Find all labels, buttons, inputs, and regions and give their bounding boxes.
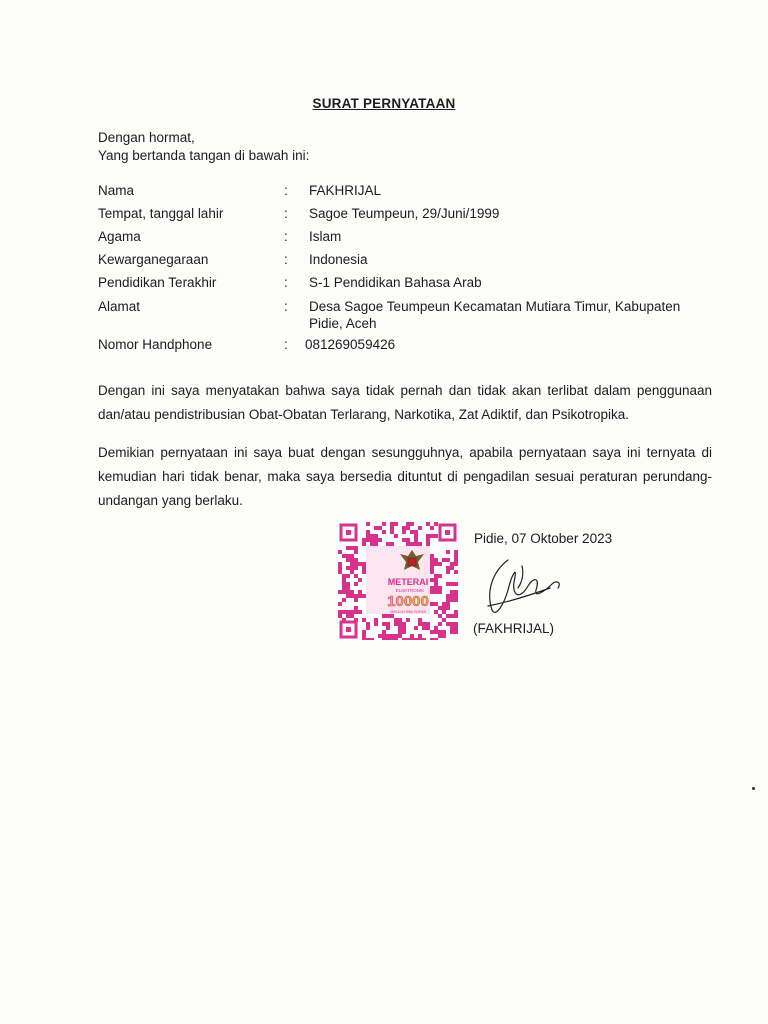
stamp-sublabel: ELEKTRONIK xyxy=(395,588,425,593)
qr-module xyxy=(426,534,430,538)
qr-module xyxy=(438,634,442,638)
qr-module xyxy=(370,534,374,538)
qr-module xyxy=(382,622,386,626)
qr-module xyxy=(342,582,346,586)
qr-module xyxy=(446,598,450,602)
qr-module xyxy=(426,622,430,626)
qr-module xyxy=(354,562,358,566)
qr-module xyxy=(374,618,378,622)
qr-module xyxy=(418,634,422,638)
qr-module xyxy=(410,634,414,638)
qr-module xyxy=(374,542,378,546)
qr-module xyxy=(422,638,426,640)
field-value: Sagoe Teumpeun, 29/Juni/1999 xyxy=(309,206,500,221)
qr-module xyxy=(434,626,438,630)
qr-module xyxy=(398,622,402,626)
qr-module xyxy=(434,562,438,566)
qr-module xyxy=(434,586,438,590)
qr-module xyxy=(374,622,378,626)
qr-module xyxy=(446,582,450,586)
qr-module xyxy=(430,586,434,590)
qr-module xyxy=(438,614,442,618)
qr-module xyxy=(346,554,350,558)
qr-module xyxy=(406,526,410,530)
field-value: Islam xyxy=(309,229,342,244)
qr-module xyxy=(354,546,358,550)
qr-module xyxy=(442,606,446,610)
qr-module xyxy=(402,526,406,530)
qr-module xyxy=(358,578,362,582)
qr-module xyxy=(370,538,374,542)
field-label: Alamat xyxy=(98,299,141,314)
qr-module xyxy=(350,594,354,598)
qr-module xyxy=(382,530,386,534)
qr-module xyxy=(414,530,418,534)
qr-module xyxy=(446,594,450,598)
qr-module xyxy=(366,530,370,534)
qr-module xyxy=(434,610,438,614)
qr-module xyxy=(362,562,366,566)
qr-module xyxy=(434,602,438,606)
qr-module xyxy=(342,578,346,582)
qr-module xyxy=(386,634,390,638)
qr-module xyxy=(446,606,450,610)
qr-module xyxy=(418,618,422,622)
qr-module xyxy=(386,614,390,618)
qr-module xyxy=(390,542,394,546)
qr-module xyxy=(430,578,434,582)
qr-module xyxy=(442,602,446,606)
qr-module xyxy=(366,638,370,640)
qr-module xyxy=(454,594,458,598)
qr-module xyxy=(402,638,406,640)
field-label: Agama xyxy=(98,229,141,244)
field-separator: : xyxy=(284,252,288,267)
qr-module xyxy=(434,590,438,594)
qr-module xyxy=(414,542,418,546)
qr-module xyxy=(438,586,442,590)
qr-module xyxy=(434,574,438,578)
qr-module xyxy=(378,538,382,542)
qr-module xyxy=(394,634,398,638)
field-label: Nomor Handphone xyxy=(98,337,213,352)
qr-module xyxy=(418,622,422,626)
qr-module xyxy=(414,638,418,640)
qr-module xyxy=(366,626,370,630)
qr-module xyxy=(438,622,442,626)
field-value: S-1 Pendidikan Bahasa Arab xyxy=(309,275,482,290)
field-separator: : xyxy=(284,183,288,198)
qr-module xyxy=(382,630,386,634)
qr-module xyxy=(454,562,458,566)
qr-module xyxy=(446,602,450,606)
document-title: SURAT PERNYATAAN xyxy=(312,96,456,111)
qr-module xyxy=(362,618,366,622)
qr-module xyxy=(454,622,458,626)
qr-module xyxy=(446,614,450,618)
qr-module xyxy=(454,590,458,594)
qr-module xyxy=(402,630,406,634)
qr-module xyxy=(354,598,358,602)
qr-module xyxy=(382,634,386,638)
qr-module xyxy=(454,582,458,586)
qr-module xyxy=(438,606,442,610)
qr-module xyxy=(426,522,430,526)
qr-module xyxy=(430,566,434,570)
qr-module xyxy=(350,590,354,594)
qr-module xyxy=(406,522,410,526)
field-label: Nama xyxy=(98,183,135,198)
qr-module xyxy=(338,610,342,614)
qr-module xyxy=(346,582,350,586)
field-value: Desa Sagoe Teumpeun Kecamatan Mutiara Timur, Kabupaten Pidie, Aceh xyxy=(309,299,681,331)
signature xyxy=(478,552,568,618)
qr-module xyxy=(434,522,438,526)
qr-module xyxy=(374,534,378,538)
qr-module xyxy=(398,630,402,634)
qr-module xyxy=(350,554,354,558)
qr-module xyxy=(338,566,342,570)
qr-module xyxy=(410,638,414,640)
qr-module xyxy=(386,622,390,626)
qr-module xyxy=(358,610,362,614)
qr-module xyxy=(362,566,366,570)
qr-module xyxy=(422,622,426,626)
qr-module xyxy=(386,638,390,640)
qr-module xyxy=(374,538,378,542)
qr-module xyxy=(394,618,398,622)
qr-module xyxy=(430,562,434,566)
place-date: Pidie, 07 Oktober 2023 xyxy=(474,531,613,546)
qr-module xyxy=(390,526,394,530)
field-separator: : xyxy=(284,206,288,221)
qr-module xyxy=(346,546,350,550)
paper-speck xyxy=(752,787,755,790)
qr-module xyxy=(426,538,430,542)
qr-module xyxy=(430,630,434,634)
closing-paragraph: Demikian pernyataan ini saya buat dengan sesungguhnya, apabila pernyataan saya ini ternyata di kemudian hari tidak benar, maka saya bersedia dituntut di pengadilan sesuai peraturan perundang-undangan yang berlaku. xyxy=(98,445,712,508)
qr-module xyxy=(346,558,350,562)
qr-module xyxy=(338,590,342,594)
qr-module xyxy=(446,566,450,570)
qr-module xyxy=(350,566,354,570)
qr-module xyxy=(354,558,358,562)
field-separator: : xyxy=(284,229,288,244)
qr-module xyxy=(398,634,402,638)
qr-module xyxy=(342,598,346,602)
qr-module xyxy=(350,562,354,566)
qr-module xyxy=(390,634,394,638)
qr-module xyxy=(450,626,454,630)
qr-module xyxy=(358,590,362,594)
qr-module xyxy=(366,622,370,626)
qr-module xyxy=(434,638,438,640)
qr-module xyxy=(430,590,434,594)
qr-module xyxy=(382,522,386,526)
qr-module xyxy=(338,614,342,618)
field-label: Tempat, tanggal lahir xyxy=(98,206,224,221)
qr-module xyxy=(346,574,350,578)
qr-module xyxy=(354,610,358,614)
qr-module xyxy=(410,522,414,526)
qr-module xyxy=(450,590,454,594)
qr-module xyxy=(430,602,434,606)
field-separator: : xyxy=(284,337,288,352)
qr-module xyxy=(438,590,442,594)
qr-module xyxy=(442,558,446,562)
qr-module xyxy=(394,534,398,538)
qr-module xyxy=(442,630,446,634)
qr-module xyxy=(434,534,438,538)
field-separator: : xyxy=(284,275,288,290)
qr-module xyxy=(366,534,370,538)
qr-module xyxy=(366,522,370,526)
qr-module xyxy=(450,566,454,570)
qr-module xyxy=(454,614,458,618)
qr-module xyxy=(442,618,446,622)
qr-module xyxy=(418,638,422,640)
qr-module xyxy=(346,610,350,614)
qr-module xyxy=(346,590,350,594)
qr-module xyxy=(382,638,386,640)
qr-module xyxy=(398,626,402,630)
qr-module xyxy=(454,610,458,614)
field-value: Indonesia xyxy=(309,252,368,267)
qr-module xyxy=(338,602,342,606)
field-separator: : xyxy=(284,299,288,314)
qr-module xyxy=(430,570,434,574)
qr-module xyxy=(446,622,450,626)
qr-module xyxy=(358,562,362,566)
qr-module xyxy=(362,630,366,634)
qr-module xyxy=(414,538,418,542)
qr-module xyxy=(450,630,454,634)
qr-module xyxy=(354,606,358,610)
qr-module xyxy=(390,638,394,640)
qr-module xyxy=(338,562,342,566)
meterai-stamp xyxy=(338,522,458,640)
qr-module xyxy=(438,562,442,566)
field-value: FAKHRIJAL xyxy=(309,183,382,198)
qr-module xyxy=(406,618,410,622)
qr-module xyxy=(454,554,458,558)
qr-module xyxy=(402,626,406,630)
qr-module xyxy=(414,626,418,630)
qr-module xyxy=(394,522,398,526)
qr-module xyxy=(446,570,450,574)
qr-module xyxy=(338,550,342,554)
field-value: 081269059426 xyxy=(305,337,396,352)
qr-module xyxy=(346,586,350,590)
qr-module xyxy=(354,566,358,570)
qr-module xyxy=(398,618,402,622)
qr-module xyxy=(346,594,350,598)
qr-module xyxy=(342,574,346,578)
qr-module xyxy=(410,530,414,534)
qr-module xyxy=(418,542,422,546)
qr-module xyxy=(406,538,410,542)
qr-module xyxy=(354,550,358,554)
qr-module xyxy=(366,538,370,542)
qr-module xyxy=(362,634,366,638)
qr-module xyxy=(450,614,454,618)
stamp-amount-words: SEPULUH RIBU RUPIAH xyxy=(389,610,427,614)
qr-module xyxy=(362,638,366,640)
qr-module xyxy=(442,610,446,614)
qr-module xyxy=(350,610,354,614)
qr-module xyxy=(386,626,390,630)
qr-module xyxy=(430,558,434,562)
qr-module xyxy=(378,526,382,530)
qr-module xyxy=(450,622,454,626)
field-label: Kewarganegaraan xyxy=(98,252,209,267)
qr-module xyxy=(418,526,422,530)
qr-module xyxy=(454,570,458,574)
qr-module xyxy=(374,526,378,530)
qr-module xyxy=(390,530,394,534)
qr-module xyxy=(394,622,398,626)
qr-module xyxy=(454,598,458,602)
qr-module xyxy=(450,562,454,566)
qr-module xyxy=(426,542,430,546)
qr-module xyxy=(410,542,414,546)
qr-module xyxy=(402,622,406,626)
qr-module xyxy=(402,530,406,534)
qr-module xyxy=(434,558,438,562)
qr-module xyxy=(346,614,350,618)
qr-module xyxy=(446,550,450,554)
qr-module xyxy=(402,538,406,542)
qr-module xyxy=(354,594,358,598)
qr-module xyxy=(406,542,410,546)
salutation: Dengan hormat, xyxy=(98,130,195,145)
qr-module xyxy=(362,542,366,546)
qr-module xyxy=(394,638,398,640)
qr-module xyxy=(434,630,438,634)
qr-module xyxy=(354,582,358,586)
qr-module xyxy=(430,526,434,530)
qr-module xyxy=(370,542,374,546)
qr-module xyxy=(434,578,438,582)
qr-module xyxy=(422,626,426,630)
qr-module xyxy=(426,626,430,630)
qr-module xyxy=(406,638,410,640)
qr-module xyxy=(342,590,346,594)
qr-module xyxy=(362,570,366,574)
signer-name: (FAKHRIJAL) xyxy=(473,621,555,636)
qr-module xyxy=(342,554,346,558)
qr-module xyxy=(350,558,354,562)
field-label: Pendidikan Terakhir xyxy=(98,275,217,290)
qr-module xyxy=(346,566,350,570)
qr-module xyxy=(430,534,434,538)
qr-module xyxy=(454,558,458,562)
qr-module xyxy=(342,586,346,590)
qr-module xyxy=(454,550,458,554)
qr-module xyxy=(390,522,394,526)
qr-module xyxy=(454,626,458,630)
qr-module xyxy=(446,558,450,562)
qr-module xyxy=(342,610,346,614)
qr-module xyxy=(386,542,390,546)
qr-module xyxy=(382,614,386,618)
qr-module xyxy=(454,630,458,634)
qr-module xyxy=(358,594,362,598)
statement-paragraph: Dengan ini saya menyatakan bahwa saya tidak pernah dan tidak akan terlibat dalam penggunaan dan/atau pendistribusian Obat-Obatan Terlarang, Narkotika, Zat Adiktif, dan Psikotropika. xyxy=(98,383,712,422)
qr-module xyxy=(442,634,446,638)
qr-module xyxy=(354,574,358,578)
intro-line: Yang bertanda tangan di bawah ini: xyxy=(98,148,310,163)
qr-module xyxy=(350,614,354,618)
qr-module xyxy=(450,598,454,602)
qr-module xyxy=(430,638,434,640)
qr-module xyxy=(378,634,382,638)
stamp-label: METERAI xyxy=(387,577,429,587)
qr-module xyxy=(438,630,442,634)
qr-module xyxy=(438,574,442,578)
qr-module xyxy=(450,594,454,598)
qr-module xyxy=(414,534,418,538)
qr-module xyxy=(362,594,366,598)
qr-module xyxy=(434,582,438,586)
qr-module xyxy=(370,638,374,640)
qr-module xyxy=(390,614,394,618)
qr-module xyxy=(350,570,354,574)
qr-module xyxy=(450,582,454,586)
qr-module xyxy=(350,546,354,550)
qr-module xyxy=(362,538,366,542)
stamp-amount: 10000 xyxy=(387,593,429,610)
qr-module xyxy=(430,554,434,558)
qr-module xyxy=(338,570,342,574)
